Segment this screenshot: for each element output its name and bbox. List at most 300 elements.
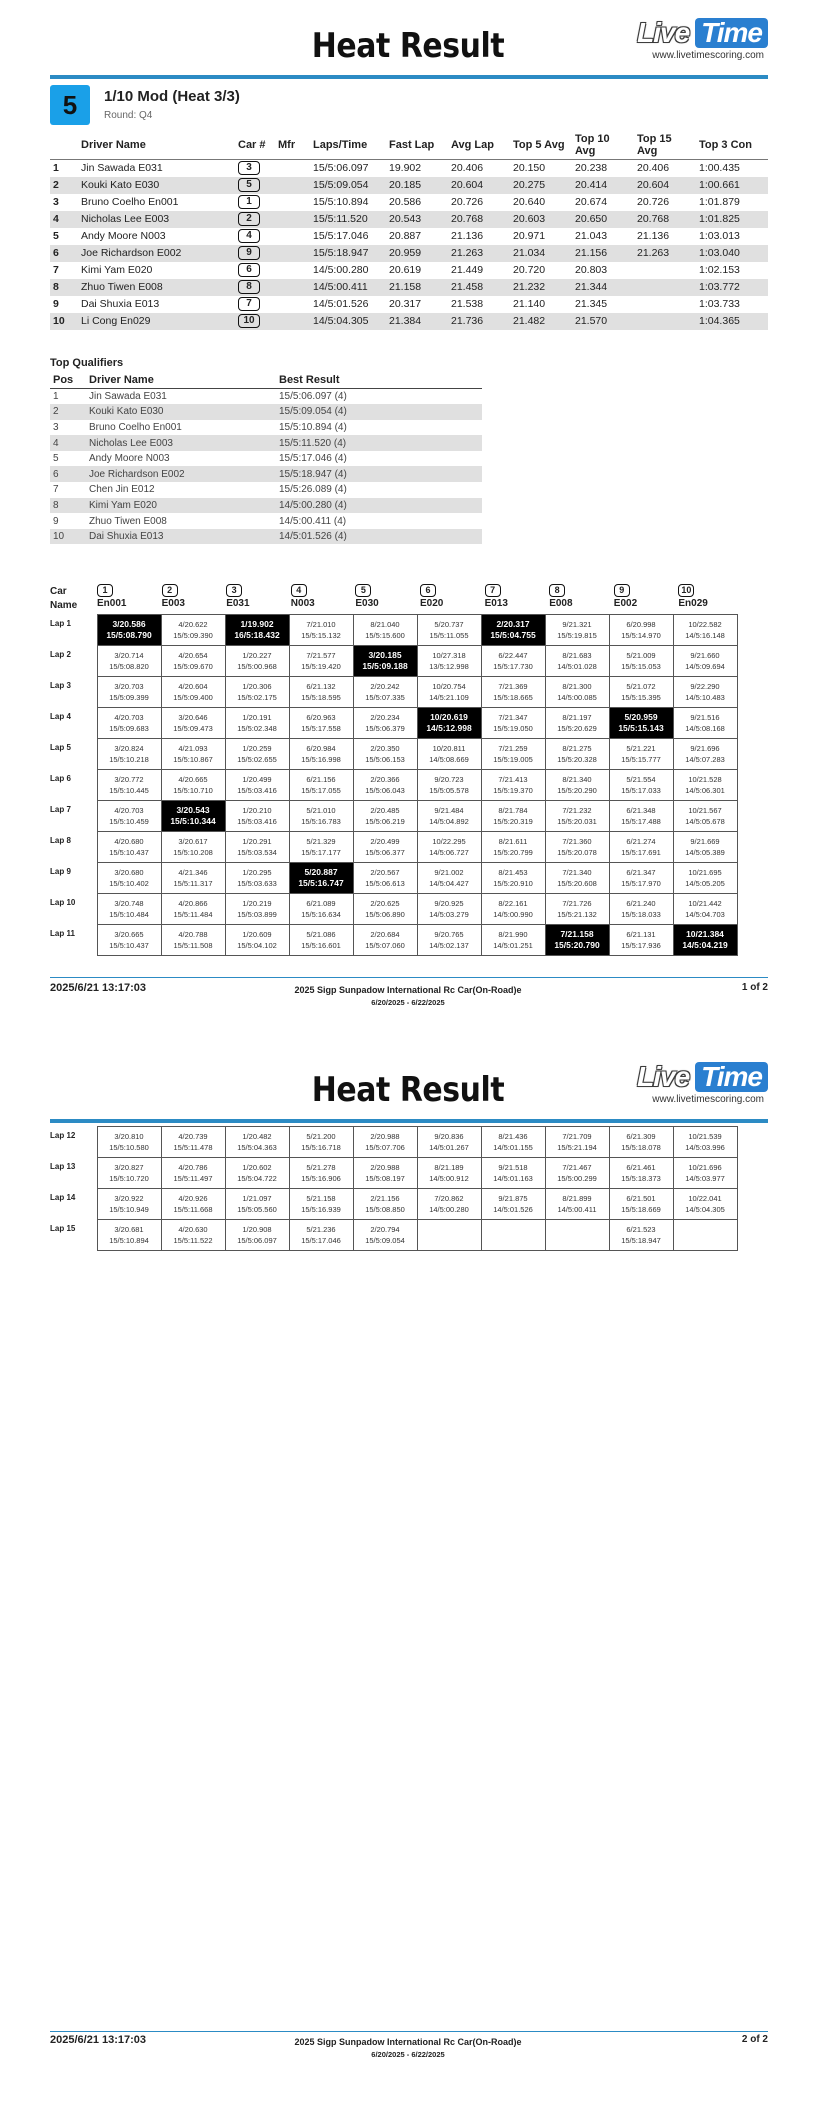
lap-cell xyxy=(289,925,353,956)
lap-cell-time: 7/21.369 xyxy=(498,682,528,691)
results-cell-t3c: 1:03.772 xyxy=(696,279,768,296)
lap-cell-time: 5/21.221 xyxy=(626,744,656,753)
lap-row xyxy=(50,1220,737,1251)
results-cell-pos: 6 xyxy=(50,245,78,262)
car-column-head xyxy=(485,584,549,609)
lap-cell xyxy=(545,615,609,646)
lap-cell-time: 6/21.523 xyxy=(626,1225,656,1234)
results-cell-t3c: 1:03.013 xyxy=(699,230,740,242)
lap-cell xyxy=(417,708,481,739)
lap-cell xyxy=(673,708,737,739)
results-cell-driver: Li Cong En029 xyxy=(78,313,235,330)
lap-cell-time: 6/21.132 xyxy=(306,682,336,691)
results-cell-t5: 20.150 xyxy=(513,162,546,175)
tq-row xyxy=(50,420,482,436)
lap-cell-total: 15/5:17.558 xyxy=(301,724,341,733)
results-cell-car xyxy=(235,228,275,245)
lap-cell-total: 15/5:05.578 xyxy=(429,786,469,795)
lap-cell-total: 15/5:10.710 xyxy=(173,786,213,795)
lap-cell-total: 15/5:02.348 xyxy=(237,724,277,733)
results-cell-mfr xyxy=(275,279,310,296)
lap-cell-time: 7/21.259 xyxy=(498,744,528,753)
lap-cell-time: 3/20.748 xyxy=(114,899,144,908)
lap-cell-time: 4/20.866 xyxy=(178,899,208,908)
lap-cell-total: 15/5:09.473 xyxy=(173,724,213,733)
lap-cell xyxy=(609,832,673,863)
logo-word-live: Live xyxy=(637,1061,690,1092)
lap-cell-total: 14/5:05.205 xyxy=(685,879,725,888)
footer-timestamp: 2025/6/21 13:17:03 xyxy=(50,982,147,994)
lap-cell-total: 14/5:06.727 xyxy=(429,848,469,857)
lap-cell xyxy=(97,615,161,646)
lap-cell-time: 10/27.318 xyxy=(432,651,466,660)
results-cell-t10: 21.345 xyxy=(575,298,608,310)
tq-cell-best: 15/5:18.947 (4) xyxy=(276,466,482,482)
lap-cell xyxy=(289,894,353,925)
lap-cell xyxy=(481,770,545,801)
lap-cell xyxy=(417,1158,481,1189)
lap-cell xyxy=(161,801,225,832)
results-cell-laps: 14/5:00.411 xyxy=(310,279,386,296)
lap-cell-time: 1/20.291 xyxy=(242,837,272,846)
lap-cell-total: 15/5:09.683 xyxy=(109,724,149,733)
results-cell-mfr xyxy=(275,296,310,313)
lap-cell-time: 6/21.131 xyxy=(626,930,656,939)
tq-cell-pos: 7 xyxy=(53,484,59,496)
tq-row xyxy=(50,435,482,451)
lap-cell-total: 15/5:09.390 xyxy=(173,631,213,640)
car-number-badge: 9 xyxy=(614,584,630,597)
lap-cell-total: 15/5:00.968 xyxy=(237,662,277,671)
results-cell-laps: 15/5:17.046 xyxy=(313,230,369,242)
lap-cell xyxy=(97,1220,161,1251)
lap-cell-time: 9/21.516 xyxy=(690,713,720,722)
lap-cell xyxy=(225,615,289,646)
lap-cell-total: 15/5:16.718 xyxy=(301,1143,341,1152)
car-column-name: N003 xyxy=(290,598,315,609)
lap-cell xyxy=(161,677,225,708)
lap-cell xyxy=(353,708,417,739)
page-title: Heat Result xyxy=(311,26,505,66)
lap-cell xyxy=(289,677,353,708)
results-cell-laps: 14/5:01.526 xyxy=(313,298,369,310)
results-cell-t10: 20.803 xyxy=(575,264,608,276)
lap-cell-time: 4/20.622 xyxy=(178,620,208,629)
results-cell-t5: 21.232 xyxy=(510,279,572,296)
results-cell-driver: Joe Richardson E002 xyxy=(78,245,235,262)
lap-cell xyxy=(545,832,609,863)
lap-cell xyxy=(97,1158,161,1189)
lap-cell xyxy=(481,863,545,894)
car-number-badge: 3 xyxy=(226,584,242,597)
lap-cell-total: 15/5:21.194 xyxy=(557,1143,597,1152)
top-qualifiers-title: Top Qualifiers xyxy=(50,357,124,369)
lap-cell xyxy=(225,832,289,863)
lap-cell-time: 2/20.988 xyxy=(370,1163,400,1172)
lap-cell xyxy=(609,894,673,925)
results-cell-t5: 20.720 xyxy=(513,264,546,276)
lap-cell xyxy=(673,646,737,677)
lap-cell xyxy=(289,708,353,739)
results-cell-driver: Kouki Kato E030 xyxy=(78,177,235,194)
lap-cell xyxy=(289,646,353,677)
lap-cell xyxy=(481,1127,545,1158)
lap-cell-time: 6/20.984 xyxy=(306,744,336,753)
lap-cell-time: 5/20.737 xyxy=(434,620,464,629)
tq-cell-pos: 6 xyxy=(50,466,86,482)
lap-cell xyxy=(417,863,481,894)
lap-cell xyxy=(353,863,417,894)
car-number-badge: 10 xyxy=(238,314,260,328)
lap-cell xyxy=(609,801,673,832)
lap-cell-time: 9/21.696 xyxy=(690,744,720,753)
results-col-driver: Driver Name xyxy=(78,131,235,160)
lap-cell xyxy=(161,646,225,677)
lap-cell xyxy=(609,770,673,801)
lap-cell-total: 15/5:15.600 xyxy=(365,631,405,640)
lap-cell xyxy=(417,832,481,863)
lap-cell-time: 8/21.197 xyxy=(562,713,592,722)
lap-cell-total: 15/5:10.402 xyxy=(109,879,149,888)
lap-cell-total: 15/5:11.508 xyxy=(173,941,213,950)
lap-cell-total: 15/5:11.522 xyxy=(173,1236,213,1245)
lap-label: Lap 4 xyxy=(50,711,71,721)
car-column-name: E020 xyxy=(420,598,444,609)
lap-cell-total: 15/5:19.815 xyxy=(557,631,597,640)
lap-cell-time: 1/20.499 xyxy=(242,775,272,784)
results-cell-pos: 3 xyxy=(53,196,59,208)
lap-label: Lap 14 xyxy=(50,1192,76,1202)
lap-cell-total: 15/5:18.669 xyxy=(621,1205,661,1214)
lap-cell-time: 9/21.321 xyxy=(562,620,592,629)
lap-cell-time: 1/20.295 xyxy=(242,868,272,877)
lap-cell-total: 14/5:21.109 xyxy=(429,693,469,702)
lap-cell-time: 5/21.329 xyxy=(306,837,336,846)
lap-cell xyxy=(289,1220,353,1251)
results-cell-pos: 8 xyxy=(50,279,78,296)
lap-cell xyxy=(353,739,417,770)
lap-cell xyxy=(97,925,161,956)
tq-row xyxy=(50,451,482,467)
lap-cell xyxy=(225,925,289,956)
lap-cell-total: 15/5:20.910 xyxy=(493,879,533,888)
lap-cell-time: 2/20.499 xyxy=(370,837,400,846)
results-cell-avg: 20.768 xyxy=(448,211,510,228)
lap-cell-total: 15/5:03.633 xyxy=(237,879,277,888)
lap-cell xyxy=(353,615,417,646)
tq-row xyxy=(50,498,482,514)
lap-cell-time: 1/20.482 xyxy=(242,1132,272,1141)
lap-cell xyxy=(417,677,481,708)
lap-cell xyxy=(289,770,353,801)
lap-cell xyxy=(289,1189,353,1220)
lap-cell-time: 9/21.660 xyxy=(690,651,720,660)
lap-cell-total: 15/5:15.777 xyxy=(621,755,661,764)
tq-cell-pos: 10 xyxy=(50,529,86,545)
lap-cell-total: 15/5:20.790 xyxy=(554,940,600,950)
lap-cell-time: 1/21.097 xyxy=(242,1194,272,1203)
results-cell-t15: 20.406 xyxy=(637,162,670,175)
logo-word-live: Live xyxy=(637,17,690,48)
lap-cell-time: 7/21.158 xyxy=(560,929,594,939)
results-cell-avg: 21.263 xyxy=(448,245,510,262)
results-cell-t10: 21.043 xyxy=(575,230,608,242)
lap-cell-total: 15/5:08.820 xyxy=(109,662,149,671)
results-cell-pos: 9 xyxy=(53,298,59,310)
car-column-head xyxy=(420,584,484,609)
lap-cell-time: 8/21.340 xyxy=(562,775,592,784)
lap-cell xyxy=(225,1127,289,1158)
lap-cell-total: 14/5:04.219 xyxy=(682,940,728,950)
results-col-top5: Top 5 Avg xyxy=(510,131,572,160)
results-cell-t10: 21.156 xyxy=(572,245,634,262)
round-label: Round: Q4 xyxy=(104,110,153,121)
results-cell-t3c: 1:00.435 xyxy=(699,162,740,175)
lap-cell-total: 14/5:09.694 xyxy=(685,662,725,671)
livetime-logo xyxy=(628,1062,768,1106)
lap-cell-total: 15/5:18.595 xyxy=(301,693,341,702)
results-cell-fast: 20.317 xyxy=(389,298,422,310)
tq-row xyxy=(50,466,482,482)
lap-cell-total: 15/5:11.055 xyxy=(429,631,469,640)
lap-cell-time: 9/21.875 xyxy=(498,1194,528,1203)
lap-cell-time: 10/20.811 xyxy=(432,744,466,753)
results-cell-laps: 15/5:06.097 xyxy=(313,162,369,175)
lap-row xyxy=(50,677,737,708)
logo-word-time: Time xyxy=(695,18,768,48)
lap-cell xyxy=(289,801,353,832)
name-label: Name xyxy=(50,600,78,611)
livetime-logo xyxy=(628,18,768,62)
lap-cell-time: 4/20.630 xyxy=(178,1225,208,1234)
results-cell-laps: 15/5:10.894 xyxy=(313,196,369,208)
lap-row xyxy=(50,615,737,646)
lap-cell xyxy=(609,646,673,677)
lap-cell-total: 15/5:03.534 xyxy=(237,848,277,857)
lap-cell-time: 9/21.669 xyxy=(690,837,720,846)
lap-cell-total: 15/5:04.102 xyxy=(237,941,277,950)
results-cell-t5: 20.640 xyxy=(513,196,546,208)
lap-cell-time: 5/21.072 xyxy=(626,682,656,691)
lap-cell xyxy=(161,832,225,863)
lap-cell xyxy=(353,677,417,708)
lap-cell-total: 15/5:20.078 xyxy=(557,848,597,857)
tq-col-best: Best Result xyxy=(276,372,482,389)
lap-cell-time: 7/20.862 xyxy=(434,1194,464,1203)
lap-cell-time: 1/20.602 xyxy=(242,1163,272,1172)
lap-cell-time: 3/20.824 xyxy=(114,744,144,753)
car-number-badge: 4 xyxy=(238,229,260,243)
lap-cell-time: 8/21.784 xyxy=(498,806,528,815)
lap-cell-total: 15/5:07.335 xyxy=(365,693,405,702)
lap-cell-time: 5/21.009 xyxy=(626,651,656,660)
lap-cell-time: 10/22.582 xyxy=(688,620,722,629)
lap-cell-time: 4/21.093 xyxy=(178,744,208,753)
lap-cell-total: 15/5:05.560 xyxy=(237,1205,277,1214)
lap-cell xyxy=(417,739,481,770)
results-cell-t3c: 1:03.040 xyxy=(696,245,768,262)
results-cell-laps: 14/5:00.280 xyxy=(313,264,369,276)
lap-row xyxy=(50,708,737,739)
results-cell-mfr xyxy=(275,177,310,194)
results-cell-pos: 2 xyxy=(50,177,78,194)
results-row xyxy=(50,279,768,296)
results-cell-t15: 20.768 xyxy=(634,211,696,228)
results-col-top3con: Top 3 Con xyxy=(696,131,768,160)
tq-cell-pos: 9 xyxy=(53,515,59,527)
results-row xyxy=(50,211,768,228)
lap-cell-time: 8/21.990 xyxy=(498,930,528,939)
lap-cell xyxy=(97,646,161,677)
lap-cell xyxy=(609,677,673,708)
lap-cell-time: 6/21.156 xyxy=(306,775,336,784)
lap-cell-time: 5/21.010 xyxy=(306,806,336,815)
lap-cell xyxy=(673,801,737,832)
lap-cell-total: 15/5:15.395 xyxy=(621,693,661,702)
lap-cell-total: 14/5:16.148 xyxy=(685,631,725,640)
lap-cell-total: 15/5:20.799 xyxy=(493,848,533,857)
lap-cell-time: 7/21.726 xyxy=(562,899,592,908)
car-number-badge: 6 xyxy=(238,263,260,277)
tq-cell-driver: Andy Moore N003 xyxy=(89,453,170,465)
lap-cell-time: 5/21.200 xyxy=(306,1132,336,1141)
lap-cell-total: 15/5:17.177 xyxy=(301,848,341,857)
car-column-head xyxy=(291,584,355,609)
lap-cell-total: 15/5:03.416 xyxy=(237,817,277,826)
footer-event-name: 2025 Sigp Sunpadow International Rc Car(On-Road)e xyxy=(294,985,522,995)
results-row xyxy=(50,194,768,211)
lap-cell-total: 15/5:18.947 xyxy=(621,1236,661,1245)
lap-cell xyxy=(97,863,161,894)
lap-cell-total: 15/5:19.420 xyxy=(301,662,341,671)
lap-cell xyxy=(673,863,737,894)
lap-cell-time: 3/20.543 xyxy=(176,805,210,815)
lap-cell xyxy=(417,925,481,956)
lap-cell-time: 5/21.158 xyxy=(306,1194,336,1203)
results-cell-t5: 21.140 xyxy=(513,298,546,310)
car-number-badge: 5 xyxy=(238,178,260,192)
lap-cell xyxy=(673,1158,737,1189)
car-number-badge: 7 xyxy=(238,297,260,311)
lap-cell-total: 14/5:12.998 xyxy=(426,723,472,733)
lap-cell-total: 15/5:20.608 xyxy=(557,879,597,888)
lap-cell xyxy=(353,1158,417,1189)
results-cell-driver: Jin Sawada E031 xyxy=(81,162,163,175)
car-label: Car xyxy=(50,586,67,597)
results-cell-car xyxy=(235,160,275,177)
lap-cell-total: 15/5:20.328 xyxy=(557,755,597,764)
results-cell-car xyxy=(235,194,275,211)
lap-cell-time: 7/21.709 xyxy=(562,1132,592,1141)
lap-cell-total: 15/5:06.613 xyxy=(365,879,405,888)
lap-cell-time: 2/20.794 xyxy=(370,1225,400,1234)
lap-cell-time: 6/21.501 xyxy=(626,1194,656,1203)
lap-cell xyxy=(353,1127,417,1158)
lap-cell-total: 15/5:10.437 xyxy=(109,941,149,950)
logo-url: www.livetimescoring.com xyxy=(652,1094,764,1105)
lap-cell-time: 10/22.041 xyxy=(688,1194,722,1203)
lap-cell xyxy=(161,1127,225,1158)
lap-cell-time: 8/21.436 xyxy=(498,1132,528,1141)
lap-cell-time: 8/21.189 xyxy=(434,1163,464,1172)
lap-cell xyxy=(161,1189,225,1220)
results-col-mfr: Mfr xyxy=(275,131,310,160)
lap-cell xyxy=(545,1127,609,1158)
lap-cell-total: 14/5:00.085 xyxy=(557,693,597,702)
lap-cell xyxy=(353,894,417,925)
lap-cell xyxy=(353,925,417,956)
results-cell-t3c: 1:01.879 xyxy=(699,196,740,208)
results-cell-t10: 20.238 xyxy=(575,162,608,175)
lap-cell-total: 15/5:10.208 xyxy=(173,848,213,857)
lap-cell-total: 15/5:10.218 xyxy=(109,755,149,764)
tq-row xyxy=(50,404,482,420)
lap-chart-table-page2 xyxy=(50,1126,738,1251)
lap-cell xyxy=(97,1189,161,1220)
lap-cell-total: 15/5:06.097 xyxy=(237,1236,277,1245)
lap-cell-total: 15/5:11.484 xyxy=(173,910,213,919)
lap-cell-total: 14/5:04.305 xyxy=(685,1205,725,1214)
lap-cell-total: 15/5:10.580 xyxy=(109,1143,149,1152)
logo-word-time: Time xyxy=(695,1062,768,1092)
car-column-name: E013 xyxy=(484,598,508,609)
results-cell-t3c: 1:04.365 xyxy=(696,313,768,330)
lap-cell-time: 10/21.567 xyxy=(688,806,722,815)
lap-cell-total: 15/5:18.033 xyxy=(621,910,661,919)
lap-cell xyxy=(417,894,481,925)
lap-cell-total: 15/5:11.317 xyxy=(173,879,213,888)
results-cell-fast: 20.887 xyxy=(389,230,422,242)
results-cell-avg: 21.449 xyxy=(451,264,484,276)
lap-cell-time: 9/20.765 xyxy=(434,930,464,939)
results-cell-car xyxy=(235,313,275,330)
lap-cell xyxy=(289,863,353,894)
results-cell-fast: 20.586 xyxy=(389,196,422,208)
lap-cell-time: 2/20.988 xyxy=(370,1132,400,1141)
lap-cell-time: 4/20.680 xyxy=(114,837,144,846)
lap-cell-total: 15/5:14.970 xyxy=(621,631,661,640)
lap-cell-time: 1/20.908 xyxy=(242,1225,272,1234)
lap-label: Lap 11 xyxy=(50,928,75,938)
results-cell-driver: Kimi Yam E020 xyxy=(81,264,153,276)
results-cell-pos: 4 xyxy=(50,211,78,228)
lap-row xyxy=(50,925,737,956)
lap-cell xyxy=(225,739,289,770)
lap-label: Lap 1 xyxy=(50,618,71,628)
results-cell-t5: 21.034 xyxy=(510,245,572,262)
lap-label: Lap 5 xyxy=(50,742,71,752)
lap-cell xyxy=(545,1220,609,1251)
lap-cell-total: 15/5:17.936 xyxy=(621,941,661,950)
lap-cell-total: 15/5:10.949 xyxy=(109,1205,149,1214)
results-cell-avg: 21.538 xyxy=(451,298,484,310)
lap-cell-total: 15/5:17.730 xyxy=(493,662,533,671)
lap-cell-time: 3/20.185 xyxy=(368,650,402,660)
results-cell-laps: 15/5:11.520 xyxy=(310,211,386,228)
lap-cell-total: 15/5:04.755 xyxy=(490,630,536,640)
car-number-badge: 9 xyxy=(238,246,260,260)
results-cell-t10: 20.414 xyxy=(572,177,634,194)
lap-cell xyxy=(417,1189,481,1220)
lap-cell-total: 14/5:00.411 xyxy=(557,1205,597,1214)
lap-cell xyxy=(353,1189,417,1220)
results-cell-driver: Dai Shuxia E013 xyxy=(81,298,160,310)
lap-cell-total: 15/5:10.894 xyxy=(109,1236,149,1245)
lap-cell-time: 4/20.788 xyxy=(178,930,208,939)
results-row xyxy=(50,228,768,245)
lap-cell xyxy=(225,1189,289,1220)
car-column-name: En001 xyxy=(97,598,127,609)
